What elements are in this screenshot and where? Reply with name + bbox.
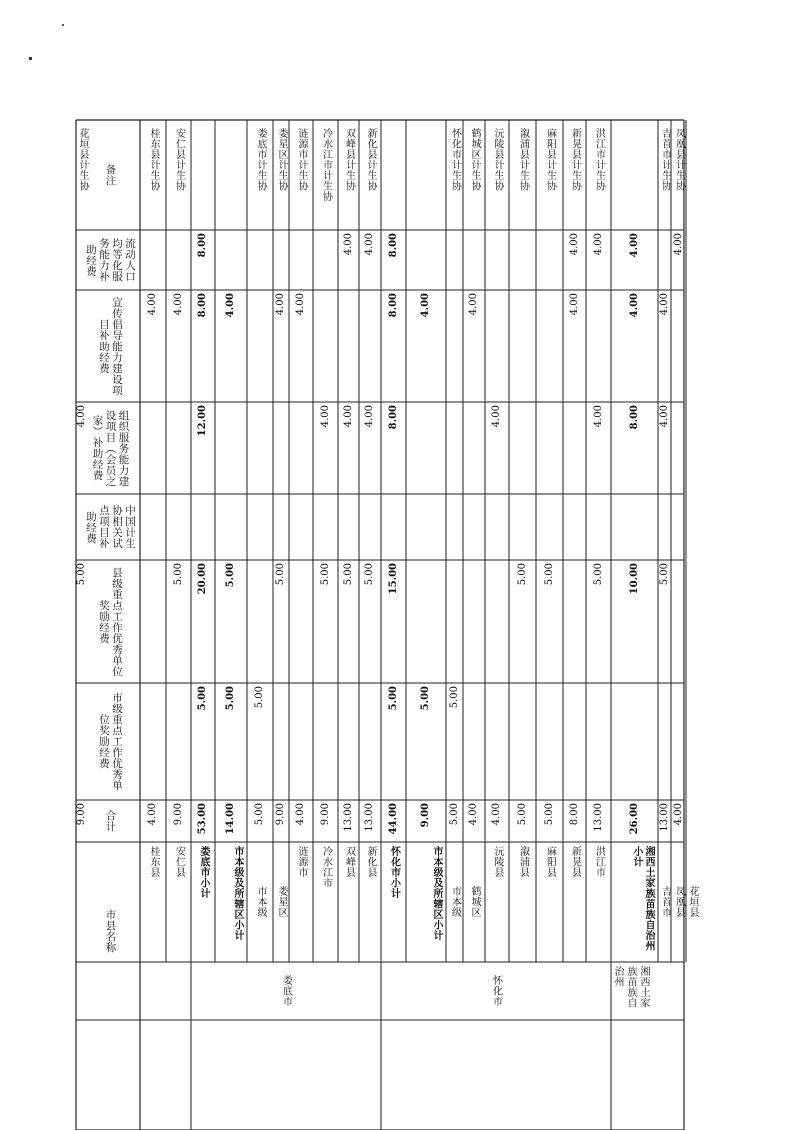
cell-total: 5.00 <box>448 803 460 826</box>
cell-pub: 4.00 <box>295 293 306 316</box>
row-name: 麻阳县 <box>544 846 556 878</box>
cell-city: 5.00 <box>420 686 431 711</box>
row-name: 桂东县 <box>148 846 159 878</box>
cell-total: 13.00 <box>658 803 670 832</box>
cell-county: 10.00 <box>628 563 640 595</box>
cell-city: 5.00 <box>448 686 460 709</box>
cell-total: 13.00 <box>364 803 375 832</box>
cell-total: 9.00 <box>319 803 331 826</box>
group-label: 娄底市 <box>280 975 292 1007</box>
cell-org: 4.00 <box>76 405 87 428</box>
cell-remark: 洪江市计生协 <box>593 128 605 191</box>
row-name: 沅陵县 <box>492 846 503 878</box>
cell-pub: 4.00 <box>275 293 286 316</box>
cell-total: 4.00 <box>672 803 684 826</box>
cell-county: 5.00 <box>592 563 604 586</box>
header-total: 合计 <box>104 810 117 832</box>
row-name: 湘西土家族苗族自治州小计 <box>631 846 654 951</box>
cell-county: 5.00 <box>658 563 670 586</box>
cell-remark: 桂东县计生协 <box>148 128 159 191</box>
cell-city: 5.00 <box>254 686 265 709</box>
cell-total: 8.00 <box>568 803 580 826</box>
cell-total: 4.00 <box>491 803 502 826</box>
cell-city: 5.00 <box>197 686 208 711</box>
row-name: 溆浦县 <box>517 846 529 878</box>
cell-total: 4.00 <box>147 803 158 826</box>
cell-mig: 8.00 <box>197 233 208 258</box>
cell-county: 5.00 <box>225 563 236 588</box>
cell-org: 4.00 <box>342 405 354 428</box>
cell-county: 5.00 <box>172 563 184 586</box>
header-publicity: 宣传倡导能力建设项目补助经费 <box>98 296 123 396</box>
cell-remark: 娄底市计生协 <box>255 128 266 191</box>
cell-total: 9.00 <box>420 803 431 828</box>
cell-remark: 溆浦县计生协 <box>517 128 529 191</box>
cell-remark: 花垣县计生协 <box>77 128 88 191</box>
cell-mig: 4.00 <box>568 233 580 256</box>
row-name: 吉首市 <box>659 886 671 918</box>
row-name: 市本级 <box>449 886 461 918</box>
header-cfpa_pilot: 中国计生协相关试点项目补助经费 <box>85 505 136 549</box>
cell-remark: 新晃县计生协 <box>569 128 581 191</box>
header-org_service: 组织服务能力建设项目（会员之家）补助经费 <box>91 409 130 487</box>
row-name: 凤凰县 <box>673 886 685 918</box>
cell-total: 14.00 <box>225 803 236 835</box>
cell-total: 4.00 <box>468 803 479 826</box>
cell-county: 5.00 <box>543 563 555 586</box>
cell-pub: 4.00 <box>628 293 640 318</box>
cell-mig: 4.00 <box>672 233 684 256</box>
cell-pub: 4.00 <box>568 293 580 316</box>
rotated-budget-table <box>76 120 698 1130</box>
scan-speck <box>29 57 32 60</box>
cell-org: 4.00 <box>364 405 375 428</box>
cell-county: 5.00 <box>516 563 528 586</box>
cell-pub: 4.00 <box>225 293 236 318</box>
cell-org: 4.00 <box>592 405 604 428</box>
cell-total: 9.00 <box>172 803 184 826</box>
cell-mig: 4.00 <box>364 233 375 256</box>
cell-county: 5.00 <box>275 563 286 586</box>
cell-remark: 涟源市计生协 <box>296 128 307 191</box>
row-name: 花垣县 <box>687 886 698 918</box>
cell-county: 5.00 <box>76 563 87 586</box>
cell-mig: 4.00 <box>628 233 640 258</box>
cell-total: 13.00 <box>342 803 354 832</box>
cell-county: 20.00 <box>197 563 208 595</box>
cell-org: 8.00 <box>387 405 399 430</box>
header-remark: 备注 <box>104 164 117 186</box>
cell-total: 5.00 <box>543 803 555 826</box>
cell-remark: 麻阳县计生协 <box>544 128 556 191</box>
cell-county: 5.00 <box>319 563 331 586</box>
cell-city: 5.00 <box>225 686 236 711</box>
cell-pub: 4.00 <box>468 293 479 316</box>
cell-total: 5.00 <box>254 803 265 826</box>
cell-remark: 沅陵县计生协 <box>492 128 503 191</box>
cell-remark: 吉首市计生协 <box>659 128 671 191</box>
cell-remark: 凤凰县计生协 <box>673 128 685 191</box>
row-name: 洪江市 <box>593 846 605 878</box>
cell-remark: 安仁县计生协 <box>173 128 185 191</box>
row-name: 市本级及所辖区小计 <box>232 846 243 941</box>
group-label: 怀化市 <box>490 975 502 1007</box>
row-name: 鹤城区 <box>469 886 480 918</box>
row-name: 涟源市 <box>296 846 307 878</box>
cell-org: 12.00 <box>197 405 208 437</box>
row-name: 娄底市小计 <box>198 846 209 899</box>
cell-remark: 新化县计生协 <box>365 128 376 191</box>
row-name: 新化县 <box>365 846 376 878</box>
cell-mig: 4.00 <box>592 233 604 256</box>
cell-total: 9.00 <box>275 803 286 826</box>
cell-remark: 娄星区计生协 <box>276 128 287 191</box>
group-label: 湘西土家族苗族自治州 <box>612 966 649 1008</box>
row-name: 市本级 <box>255 886 266 918</box>
row-name: 市本级及所辖区小计 <box>431 846 442 941</box>
cell-county: 15.00 <box>387 563 399 595</box>
cell-org: 4.00 <box>491 405 502 428</box>
cell-total: 4.00 <box>295 803 306 826</box>
row-name: 安仁县 <box>173 846 185 878</box>
cell-org: 4.00 <box>658 405 670 428</box>
cell-org: 4.00 <box>319 405 331 428</box>
cell-org: 8.00 <box>628 405 640 430</box>
cell-remark: 冷水江市计生协 <box>320 128 332 202</box>
row-name: 双峰县 <box>343 846 355 878</box>
header-county_award: 县级重点工作优秀单位奖励经费 <box>98 566 123 677</box>
cell-pub: 8.00 <box>197 293 208 318</box>
header-city_award: 市级重点工作优秀单位奖励经费 <box>98 692 123 791</box>
row-name: 新晃县 <box>569 846 581 878</box>
cell-county: 5.00 <box>364 563 375 586</box>
row-name: 怀化市小计 <box>388 846 400 899</box>
cell-mig: 4.00 <box>342 233 354 256</box>
cell-pub: 8.00 <box>387 293 399 318</box>
scan-speck <box>62 24 64 26</box>
cell-remark: 双峰县计生协 <box>343 128 355 191</box>
row-name: 娄星区 <box>276 886 287 918</box>
cell-total: 44.00 <box>387 803 399 835</box>
header-migrant: 流动人口均等化服务能力补助经费 <box>85 238 136 282</box>
cell-total: 26.00 <box>628 803 640 835</box>
cell-pub: 4.00 <box>172 293 184 316</box>
header-name: 市县名称 <box>104 909 117 953</box>
cell-pub: 4.00 <box>420 293 431 318</box>
cell-total: 5.00 <box>516 803 528 826</box>
cell-remark: 怀化市计生协 <box>449 128 461 191</box>
cell-total: 13.00 <box>592 803 604 832</box>
row-name: 冷水江市 <box>320 846 332 888</box>
cell-total: 53.00 <box>197 803 208 835</box>
cell-total: 9.00 <box>76 803 87 826</box>
cell-pub: 4.00 <box>147 293 158 316</box>
cell-pub: 4.00 <box>658 293 670 316</box>
cell-city: 5.00 <box>387 686 399 711</box>
cell-mig: 8.00 <box>387 233 399 258</box>
cell-county: 5.00 <box>342 563 354 586</box>
cell-remark: 鹤城区计生协 <box>469 128 480 191</box>
